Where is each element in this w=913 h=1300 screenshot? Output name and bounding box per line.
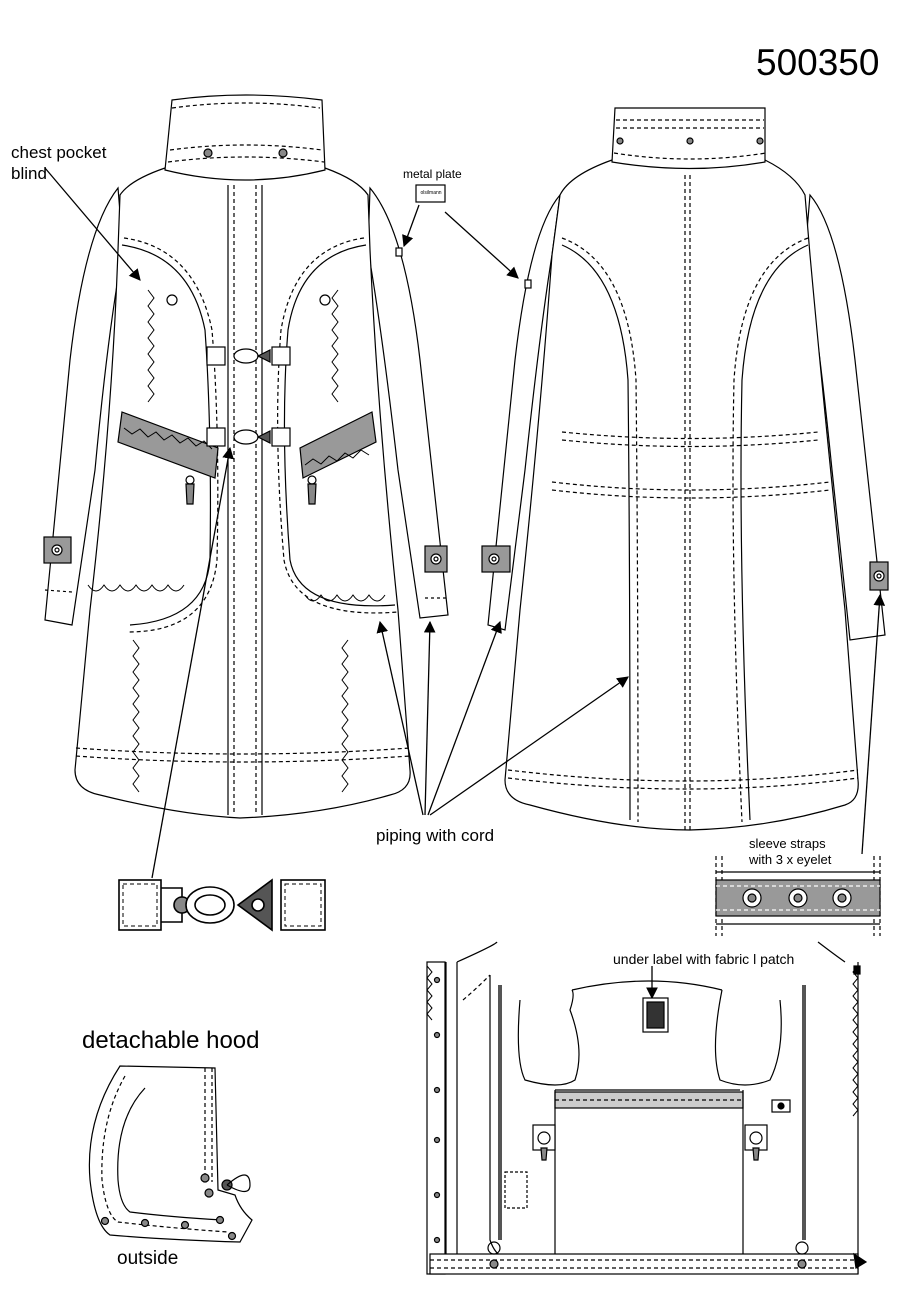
- metal-plate-label: metal plate: [403, 167, 462, 181]
- sleeve-strap-detail: [716, 856, 880, 936]
- chest-pocket-label-line1: chest pocket: [11, 143, 107, 162]
- hook-closure-detail: [119, 880, 325, 930]
- front-view: [44, 95, 448, 818]
- front-hook-closure-upper: [207, 347, 290, 365]
- sleeve-straps-label-line1: sleeve straps: [749, 836, 826, 851]
- sleeve-straps-label-line2: with 3 x eyelet: [749, 852, 832, 867]
- front-hook-closure-lower: [207, 428, 290, 446]
- chest-pocket-callout: [11, 142, 141, 184]
- front-collar: [165, 95, 325, 180]
- chest-pocket-label-line2: blind: [11, 164, 47, 183]
- back-body: [505, 160, 858, 830]
- piping-label: piping with cord: [376, 826, 495, 845]
- front-body: [75, 168, 410, 818]
- hood-title: detachable hood: [82, 1027, 260, 1054]
- back-view: [482, 108, 888, 830]
- sleeve-straps-callout: [749, 836, 869, 868]
- hood-subtitle: outside: [117, 1248, 179, 1269]
- under-label-callout: under label with fabric l patch: [613, 951, 795, 967]
- hood-detail: [89, 1066, 252, 1242]
- inside-view: [427, 942, 866, 1274]
- metal-plate-engraving: olsilmann: [420, 190, 442, 196]
- style-number: 500350: [756, 42, 880, 83]
